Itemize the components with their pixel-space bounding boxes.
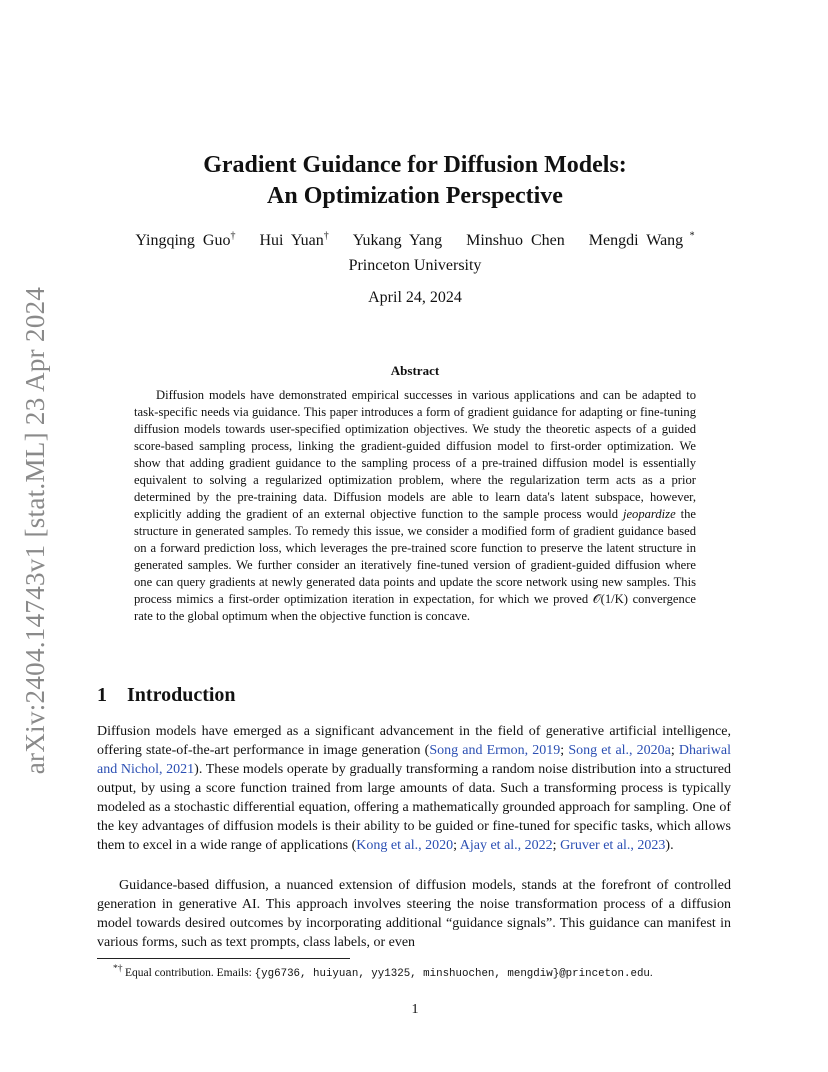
citation-link[interactable]: Kong et al., 2020	[356, 838, 454, 853]
footnote-rule	[97, 958, 350, 959]
intro-paragraph-1: Diffusion models have emerged as a significant advancement in the field of generative artificial intelligence, offering state-of-the-art performance in image generation (Song and Ermon, 2019; Song et al., 2020a; Dhariwal and Nichol, 2021). These models operate by gradually transforming a random noise distribution into a structured output, by using a score function trained from large amounts of data. Such a transforming process is typically modeled as a stochastic differential equation, offering a mathematically grounded approach for sampling. One of the key advantages of diffusion models is their ability to be guided or fine-tuned for specific tasks, which allows them to excel in a wide range of applications (Kong et al., 2020; Ajay et al., 2022; Gruver et al., 2023).	[97, 724, 731, 853]
citation-link[interactable]: Ajay et al., 2022	[459, 838, 553, 853]
author: Yukang Yang	[352, 232, 443, 250]
paper-date: April 24, 2024	[368, 289, 462, 306]
footnote: *† Equal contribution. Emails: {yg6736, huiyuan, yy1325, minshuochen, mengdiw}@princeton.edu.	[113, 963, 653, 980]
abstract-heading: Abstract	[390, 363, 440, 378]
page-number: 1	[411, 1002, 419, 1017]
citation-link[interactable]: Gruver et al., 2023	[560, 838, 666, 853]
author-list	[100, 231, 730, 250]
section-heading	[97, 684, 236, 707]
author: Yingqing Guo†	[135, 231, 236, 250]
author-mark: †	[230, 231, 236, 242]
citation-link[interactable]: Song et al., 2020a	[568, 743, 671, 758]
arxiv-stamp-text: arXiv:2404.14743v1 [stat.ML] 23 Apr 2024	[20, 286, 51, 774]
citation-link[interactable]: Song and Ermon, 2019	[429, 743, 561, 758]
affiliation: Princeton University	[348, 257, 482, 274]
author: Minshuo Chen	[466, 232, 565, 250]
intro-paragraph-2: Guidance-based diffusion, a nuanced extension of diffusion models, stands at the forefront of controlled generation in generative AI. This approach involves steering the noise transformation process of a diffusion model towards desired outcomes by incorporating additional “guidance signals”. This guidance can manifest in various forms, such as text prompts, class labels, or even	[97, 878, 731, 950]
abstract-body: Diffusion models have demonstrated empirical successes in various applications and can be adapted to task-specific needs via guidance. This paper introduces a form of gradient guidance for adapting or fine-tuning diffusion models towards user-specified optimization objectives. We study the theoretic aspects of a guided score-based sampling process, linking the gradient-guided diffusion model to first-order optimization. We show that adding gradient guidance to the sampling process of a pre-trained diffusion model is essentially equivalent to solving a regularized optimization problem, where the regularization term acts as a prior determined by the pre-training data. Diffusion models are able to learn data's latent subspace, however, explicitly adding the gradient of an external objective function to the sample process would jeopardize the structure in generated samples. To remedy this issue, we consider a modified form of gradient guidance based on a forward prediction loss, which leverages the pre-trained score function to preserve the latent structure in generated samples. We further consider an iteratively fine-tuned version of gradient-guided diffusion where one can query gradients at newly generated data points and update the score network using new samples. This process mimics a first-order optimization iteration in expectation, for which we proved 𝒪(1/K) convergence rate to the global optimum when the objective function is concave.	[134, 388, 696, 623]
author: Hui Yuan†	[259, 231, 329, 250]
section-number: 1	[97, 684, 107, 706]
footnote-mark: *†	[113, 963, 125, 974]
section-title: Introduction	[127, 684, 236, 706]
title-line-2: An Optimization Perspective	[267, 183, 563, 209]
citation-link[interactable]: Dhariwal and Nichol, 2021	[97, 743, 731, 777]
author-mark: *	[683, 231, 695, 242]
footnote-emails: {yg6736, huiyuan, yy1325, minshuochen, mengdiw}@princeton.edu	[254, 967, 650, 980]
arxiv-stamp	[10, 270, 62, 790]
title-line-1: Gradient Guidance for Diffusion Models:	[203, 152, 627, 178]
author-mark: †	[323, 231, 329, 242]
paper-title	[100, 150, 730, 212]
author: Mengdi Wang *	[588, 231, 695, 250]
abstract-emphasis: jeopardize	[622, 507, 676, 521]
convergence-rate-math: 𝒪(1/K)	[592, 592, 628, 606]
